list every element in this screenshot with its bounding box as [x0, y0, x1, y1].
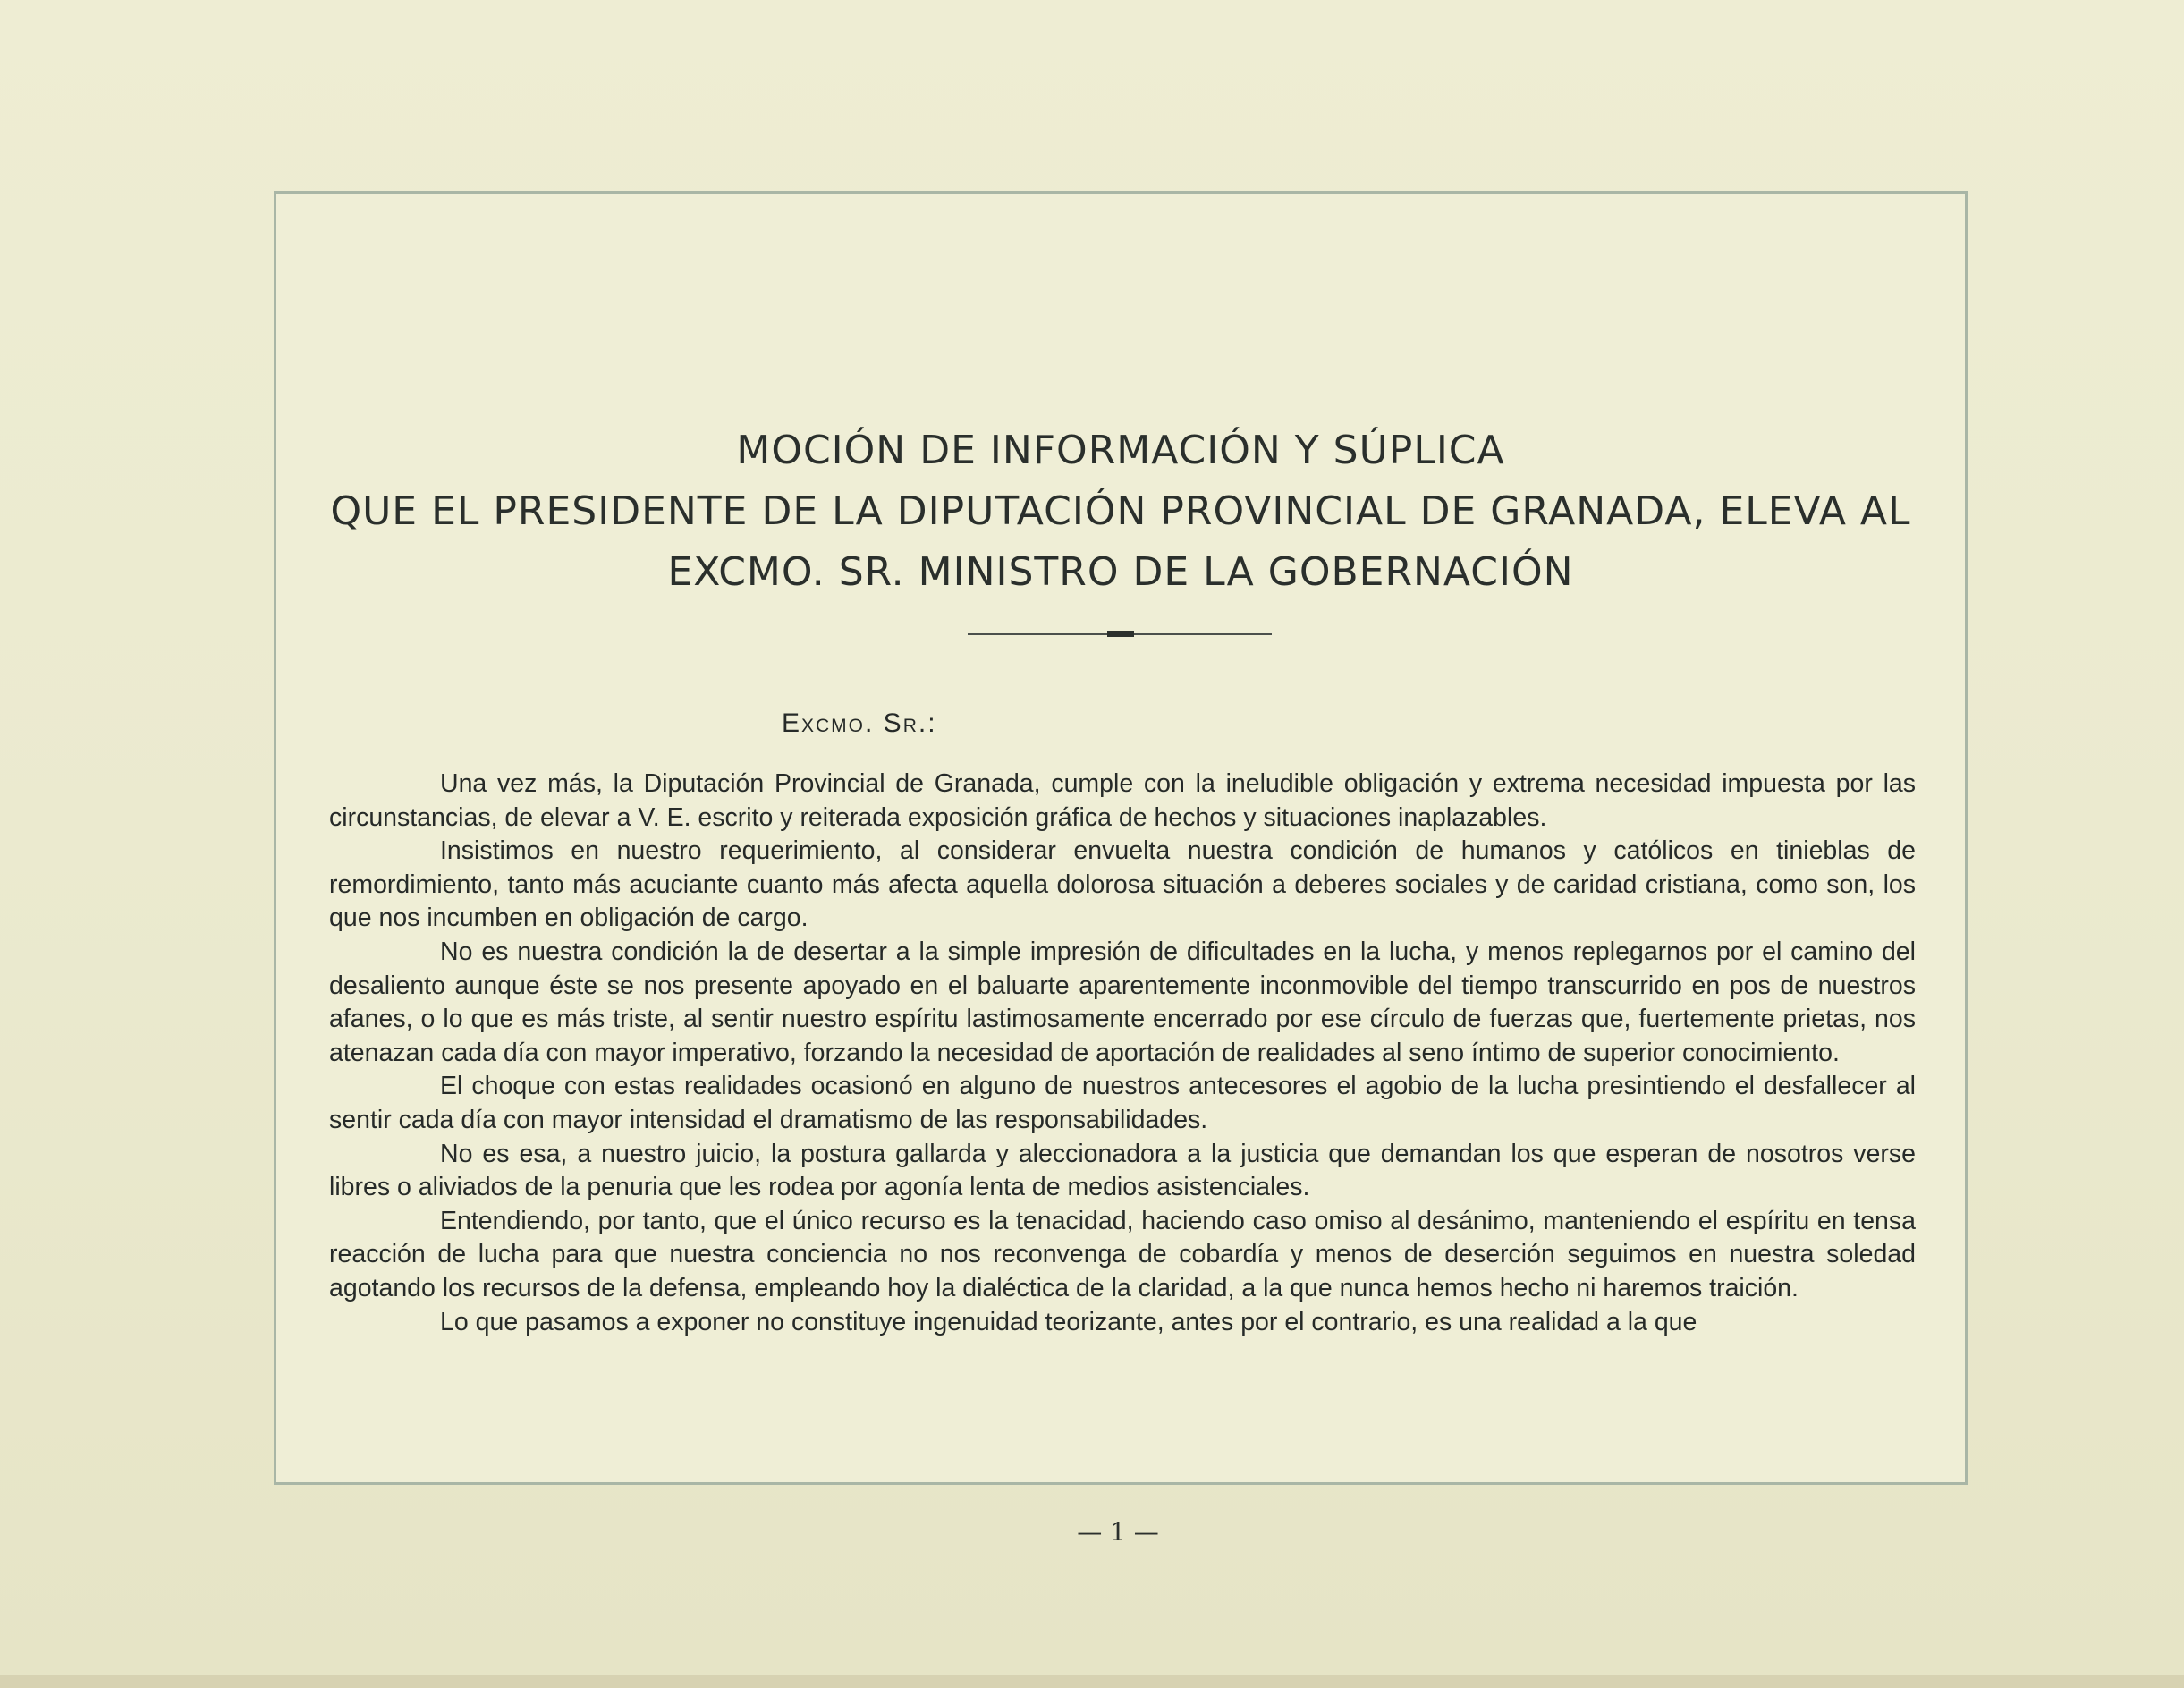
- salutation: Excmo. Sr.:: [782, 708, 937, 738]
- title-line: QUE EL PRESIDENTE DE LA DIPUTACIÓN PROVINCIAL DE GRANADA, ELEVA AL: [330, 488, 1911, 534]
- paragraph: Una vez más, la Diputación Provincial de Granada, cumple con la ineludible obligación y extrema necesidad impuesta por las circunstancias, de elevar a V. E. escrito y reiterada exposición gráfica de hechos y situaciones inaplazables.: [329, 769, 1916, 832]
- document-title: [286, 420, 1955, 603]
- paragraph: Entendiendo, por tanto, que el único recurso es la tenacidad, haciendo caso omiso al desánimo, manteniendo el espíritu en tensa reacción de lucha para que nuestra conciencia no nos reconvenga de cobardía y menos de deserción seguimos en nuestra soledad agotando los recursos de la defensa, empleando hoy la dialéctica de la claridad, a la que nunca hemos hecho ni haremos traición.: [329, 1206, 1916, 1302]
- paragraph: No es esa, a nuestro juicio, la postura gallarda y aleccionadora a la justicia que demandan los que esperan de nosotros verse libres o aliviados de la penuria que les rodea por agonía lenta de medios asistenciales.: [329, 1139, 1916, 1202]
- page-number: — 1 —: [1077, 1517, 1159, 1547]
- divider-ornament: [1107, 631, 1134, 637]
- paragraph: No es nuestra condición la de desertar a la simple impresión de dificultades en la lucha, y menos replegarnos por el camino del desaliento aunque éste se nos presente apoyado en el baluarte aparentemente inconmovible del tiempo transcurrido en pos de nuestros afanes, o lo que es más triste, al sentir nuestro espíritu lastimosamente encerrado por ese círculo de fuerzas que, fuertemente prietas, nos atenazan cada día con mayor imperativo, forzando la necesidad de aportación de realidades al seno íntimo de superior conocimiento.: [329, 937, 1916, 1067]
- title-line: MOCIÓN DE INFORMACIÓN Y SÚPLICA: [736, 428, 1505, 473]
- document-body: [329, 768, 1916, 1339]
- page-edge: [0, 1675, 2184, 1688]
- title-line: EXCMO. SR. MINISTRO DE LA GOBERNACIÓN: [667, 549, 1574, 595]
- paragraph: Insistimos en nuestro requerimiento, al considerar envuelta nuestra condición de humanos y católicos en tinieblas de remordimiento, tanto más acuciante cuanto más afecta aquella dolorosa situación a deberes sociales y de caridad cristiana, como son, los que nos incumben en obligación de cargo.: [329, 836, 1916, 933]
- paragraph: El choque con estas realidades ocasionó en alguno de nuestros antecesores el agobio de la lucha presintiendo el desfallecer al sentir cada día con mayor intensidad el dramatismo de las responsabilidades.: [329, 1072, 1916, 1134]
- paragraph: Lo que pasamos a exponer no constituye ingenuidad teorizante, antes por el contrario, es una realidad a la que: [440, 1307, 1697, 1336]
